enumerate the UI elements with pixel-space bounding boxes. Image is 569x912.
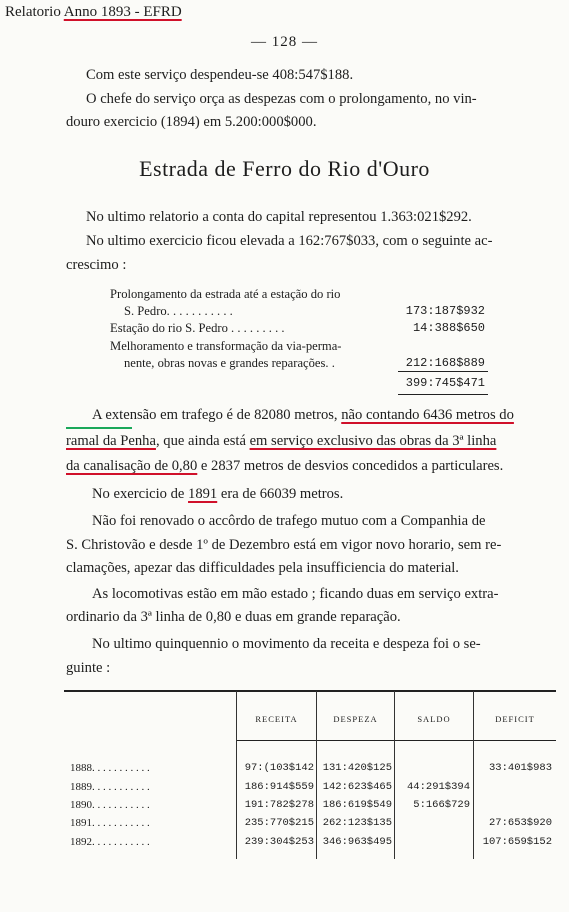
capital-line: No ultimo exercicio ficou elevada a 162:767$033, com o seguinte ac- — [86, 233, 493, 249]
table-row-year: 1890. . . . . . . . . . . — [70, 799, 150, 811]
table-cell-deficit: 33:401$983 — [488, 762, 552, 774]
page-number: — 128 — — [251, 34, 318, 50]
column-header-receita: RECEITA — [255, 714, 298, 724]
table-cell-receita: 191:782$278 — [244, 799, 314, 811]
extension-line — [92, 404, 514, 427]
column-header-saldo: SALDO — [417, 714, 451, 724]
extension-text: A extensão em trafego é de 82080 metros, — [92, 407, 342, 423]
extension-line — [66, 430, 496, 453]
capital-line: crescimo : — [66, 257, 127, 273]
exercicio-year: 1891 — [188, 486, 218, 502]
accrual-item-label: Melhoramento e transformação da via-perma- — [110, 339, 342, 353]
exercicio-line — [92, 483, 343, 506]
table-cell-despeza: 346:963$495 — [322, 836, 392, 848]
table-row-year: 1889. . . . . . . . . . . — [70, 781, 150, 793]
accrual-item-value: 212:168$889 — [405, 356, 485, 370]
accrual-item-value: 173:187$932 — [405, 304, 485, 318]
table-row-year: 1892. . . . . . . . . . . — [70, 836, 150, 848]
section-heading: Estrada de Ferro do Rio d'Ouro — [139, 156, 430, 181]
quinquennio-line: guinte : — [66, 660, 111, 676]
total-rule — [398, 371, 488, 372]
table-row-year: 1891. . . . . . . . . . . — [70, 817, 150, 829]
intro-para-line: O chefe do serviço orça as despezas com o prolongamento, no vin- — [86, 91, 477, 107]
table-cell-deficit: 107:659$152 — [482, 836, 552, 848]
accrual-total: 399:745$471 — [405, 376, 485, 390]
table-cell-despeza: 262:123$135 — [322, 817, 392, 829]
table-header-rule — [236, 740, 556, 741]
accordo-line: clamações, apezar das difficuldades pela insufficiencia do material. — [66, 560, 459, 576]
intro-line: Com este serviço despendeu-se 408:547$188. — [86, 67, 354, 83]
exercicio-text: era de 66039 metros. — [217, 486, 344, 502]
annotation-prefix: Relatorio — [5, 4, 64, 20]
table-cell-receita: 97:(103$142 — [244, 762, 314, 774]
table-row-year: 1888. . . . . . . . . . . — [70, 762, 150, 774]
extension-text: , que ainda está — [155, 433, 250, 449]
extension-underlined: ramal da Penha — [66, 433, 156, 449]
table-cell-deficit: 27:653$920 — [488, 817, 552, 829]
table-cell-despeza: 186:619$549 — [322, 799, 392, 811]
accrual-item-label: Estação do rio S. Pedro . . . . . . . . . — [110, 321, 285, 335]
accrual-item-label: S. Pedro. . . . . . . . . . . — [124, 304, 233, 318]
column-header-deficit: DEFICIT — [495, 714, 535, 724]
table-cell-saldo: 44:291$394 — [406, 781, 470, 793]
extension-underlined: não contando 6436 metros do — [341, 407, 514, 423]
accrual-item-label: Prolongamento da estrada até a estação do rio — [110, 287, 341, 301]
locomotivas-line: ordinario da 3ª linha de 0,80 e duas em grande reparação. — [66, 609, 401, 625]
table-cell-receita: 239:304$253 — [244, 836, 314, 848]
accordo-line: Não foi renovado o accôrdo de trafego mutuo com a Companhia de — [92, 513, 486, 529]
quinquennio-line: No ultimo quinquennio o movimento da receita e despeza foi o se- — [92, 636, 481, 652]
column-header-despeza: DESPEZA — [333, 714, 378, 724]
table-top-rule — [64, 690, 556, 692]
document-annotation — [5, 4, 182, 21]
accordo-line: S. Christovão e desde 1º de Dezembro está em vigor novo horario, sem re- — [66, 537, 502, 553]
table-cell-receita: 186:914$559 — [244, 781, 314, 793]
annotation-year-ref: Anno 1893 - EFRD — [63, 4, 182, 20]
accrual-item-label: nente, obras novas e grandes reparações. . — [124, 356, 335, 370]
table-cell-despeza: 142:623$465 — [322, 781, 392, 793]
table-cell-saldo: 5:166$729 — [413, 799, 470, 811]
capital-line: No ultimo relatorio a conta do capital representou 1.363:021$292. — [86, 209, 472, 225]
extension-underlined: da canalisação de 0,80 — [66, 458, 198, 474]
locomotivas-line: As locomotivas estão em mão estado ; ficando duas em serviço extra- — [92, 586, 499, 602]
green-mark — [66, 427, 132, 429]
accrual-item-value: 14:388$650 — [412, 321, 485, 335]
exercicio-text: No exercicio de — [92, 486, 189, 502]
extension-underlined: em serviço exclusivo das obras da 3ª linha — [249, 433, 497, 449]
total-rule — [398, 394, 488, 395]
extension-line — [66, 455, 503, 478]
table-cell-receita: 235:770$215 — [244, 817, 314, 829]
extension-text: e 2837 metros de desvios concedidos a particulares. — [197, 458, 504, 474]
table-cell-despeza: 131:420$125 — [322, 762, 392, 774]
intro-para-line: douro exercicio (1894) em 5.200:000$000. — [66, 114, 317, 130]
